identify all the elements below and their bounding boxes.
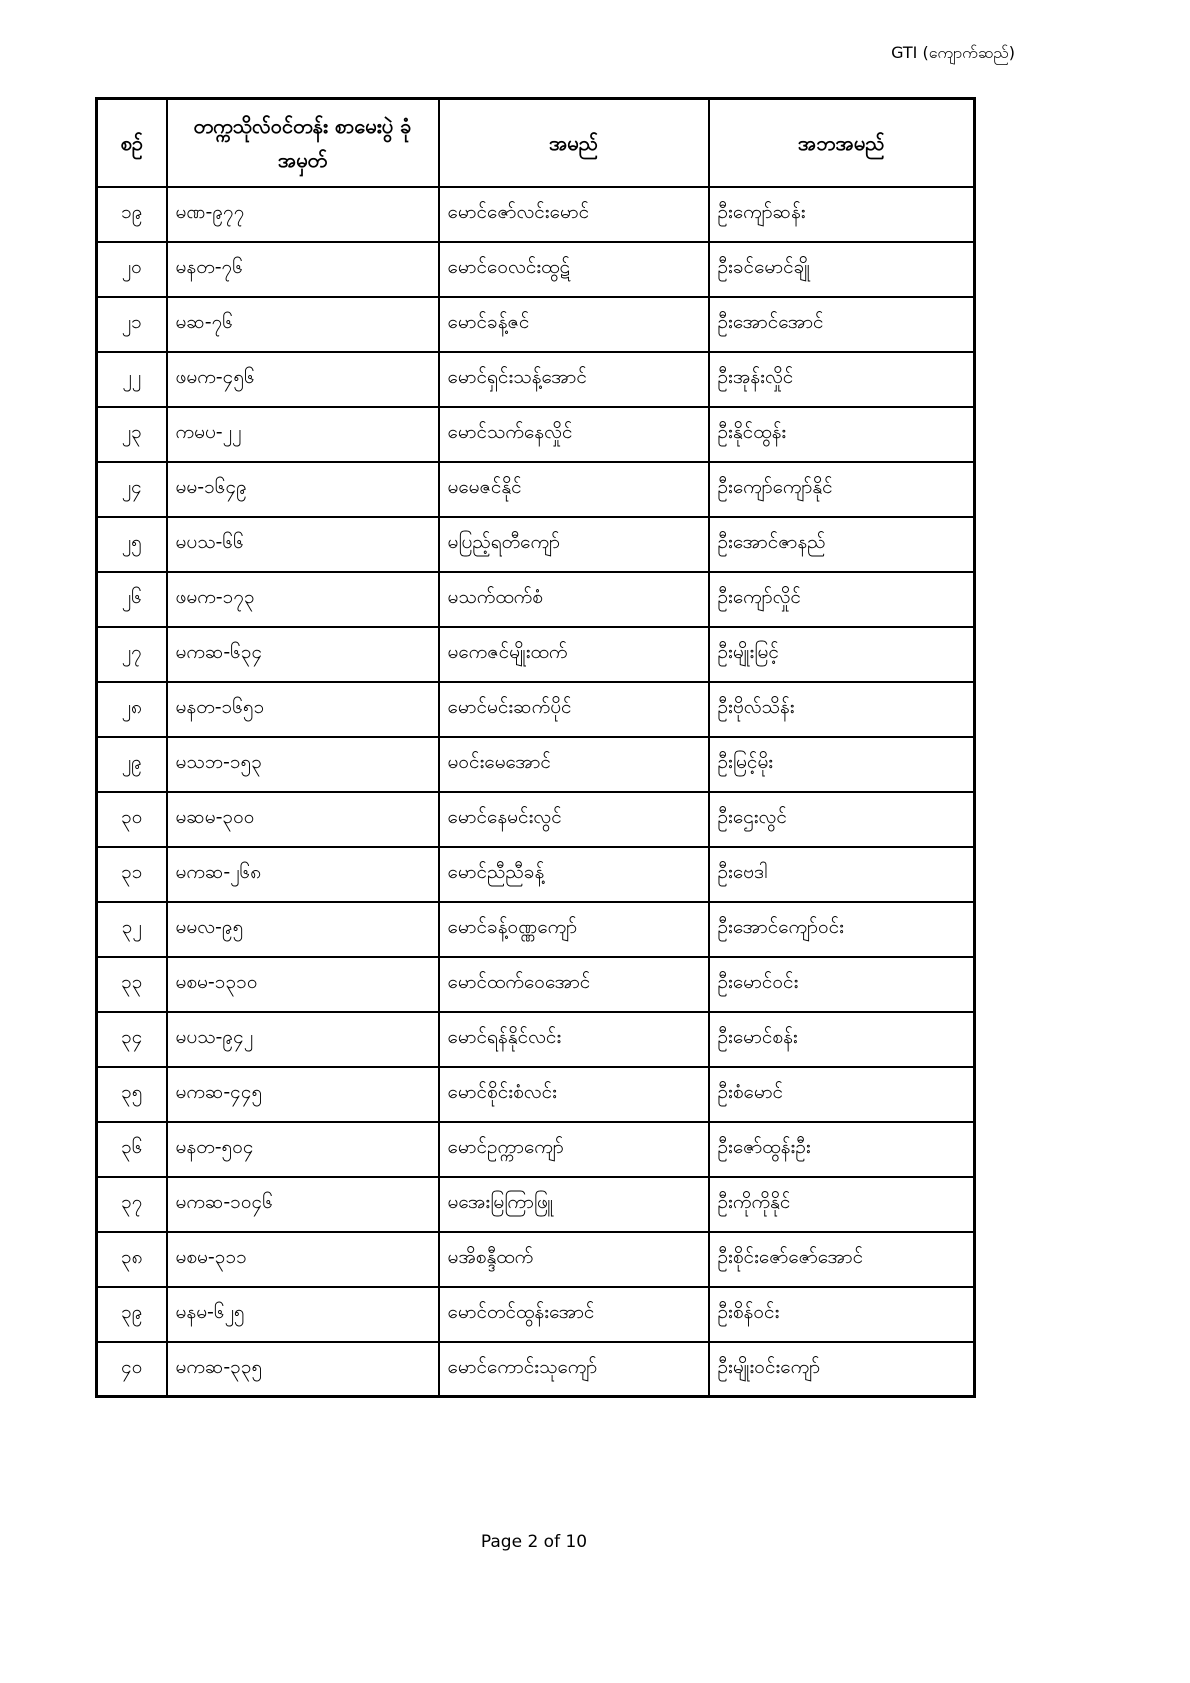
header-name: အမည်: [439, 99, 709, 187]
table-row: [97, 187, 975, 242]
cell-father-name: ဦးအုန်းလှိုင်: [709, 352, 975, 407]
header-roll-number: တက္ကသိုလ်ဝင်တန်း စာမေးပွဲ ခုံအမှတ်: [167, 99, 439, 187]
table-row: [97, 297, 975, 352]
table-row: [97, 407, 975, 462]
cell-serial: ၂၇: [97, 627, 167, 682]
cell-father-name: ဦးကျော်လှိုင်: [709, 572, 975, 627]
table-row: [97, 1177, 975, 1232]
table-row: [97, 957, 975, 1012]
cell-name: မောင်မင်းဆက်ပိုင်: [439, 682, 709, 737]
cell-father-name: ဦးမျိုးမြင့်: [709, 627, 975, 682]
cell-name: မောင်ညီညီခန့်: [439, 847, 709, 902]
table-header-row: [97, 99, 975, 187]
cell-roll-number: မမ-၁၆၄၉: [167, 462, 439, 517]
table-row: [97, 1287, 975, 1342]
cell-name: မောင်ရှင်းသန့်အောင်: [439, 352, 709, 407]
cell-name: မောင်ခန့်ဝဏ္ဏကျော်: [439, 902, 709, 957]
cell-name: မောင်ဝေလင်းထွဋ်: [439, 242, 709, 297]
cell-name: မောင်ခန့်ဇင်: [439, 297, 709, 352]
cell-serial: ၃၂: [97, 902, 167, 957]
cell-roll-number: ဖမက-၁၇၃: [167, 572, 439, 627]
cell-roll-number: ဖမက-၄၅၆: [167, 352, 439, 407]
cell-serial: ၁၉: [97, 187, 167, 242]
cell-roll-number: မနတ-၇၆: [167, 242, 439, 297]
table-body: [97, 187, 975, 1397]
table-row: [97, 627, 975, 682]
cell-serial: ၃၀: [97, 792, 167, 847]
table-row: [97, 1122, 975, 1177]
cell-name: မပြည့်ရတီကျော်: [439, 517, 709, 572]
cell-roll-number: မကဆ-၆၃၄: [167, 627, 439, 682]
cell-serial: ၂၅: [97, 517, 167, 572]
cell-serial: ၂၄: [97, 462, 167, 517]
table-row: [97, 847, 975, 902]
cell-serial: ၃၅: [97, 1067, 167, 1122]
header-father-name: အဘအမည်: [709, 99, 975, 187]
cell-serial: ၃၁: [97, 847, 167, 902]
table-row: [97, 572, 975, 627]
doc-header-label: GTI (ကျောက်ဆည်): [891, 43, 1015, 62]
table-row: [97, 1342, 975, 1397]
cell-serial: ၃၉: [97, 1287, 167, 1342]
cell-father-name: ဦးစံမောင်: [709, 1067, 975, 1122]
cell-name: မောင်စိုင်းစံလင်း: [439, 1067, 709, 1122]
cell-father-name: ဦးမောင်ဝင်း: [709, 957, 975, 1012]
cell-father-name: ဦးအောင်ဇာနည်: [709, 517, 975, 572]
cell-name: မသက်ထက်စံ: [439, 572, 709, 627]
table-row: [97, 792, 975, 847]
table-row: [97, 737, 975, 792]
cell-roll-number: မနမ-၆၂၅: [167, 1287, 439, 1342]
cell-name: မောင်နေမင်းလွင်: [439, 792, 709, 847]
cell-roll-number: မစမ-၁၃၁၀: [167, 957, 439, 1012]
student-roster-table: [95, 97, 976, 1398]
cell-name: မအေးမြကြာဖြူ: [439, 1177, 709, 1232]
cell-serial: ၂၉: [97, 737, 167, 792]
table-row: [97, 682, 975, 737]
cell-name: မောင်ဥက္ကာကျော်: [439, 1122, 709, 1177]
cell-roll-number: ကမပ-၂၂: [167, 407, 439, 462]
table-row: [97, 462, 975, 517]
cell-serial: ၄၀: [97, 1342, 167, 1397]
cell-name: မကေဇင်မျိုးထက်: [439, 627, 709, 682]
cell-serial: ၂၆: [97, 572, 167, 627]
cell-roll-number: မကဆ-၁၀၄၆: [167, 1177, 439, 1232]
cell-father-name: ဦးမျိုးဝင်းကျော်: [709, 1342, 975, 1397]
cell-roll-number: မဆ-၇၆: [167, 297, 439, 352]
table-row: [97, 1012, 975, 1067]
cell-father-name: ဦးအောင်အောင်: [709, 297, 975, 352]
table-row: [97, 1232, 975, 1287]
cell-father-name: ဦးဗေဒါ: [709, 847, 975, 902]
cell-roll-number: မမလ-၉၅: [167, 902, 439, 957]
cell-father-name: ဦးခင်မောင်ချို: [709, 242, 975, 297]
cell-father-name: ဦးကျော်ကျော်နိုင်: [709, 462, 975, 517]
cell-roll-number: မဏ-၉၇၇: [167, 187, 439, 242]
cell-name: မောင်ဇော်လင်းမောင်: [439, 187, 709, 242]
cell-serial: ၂၈: [97, 682, 167, 737]
cell-father-name: ဦးဗိုလ်သိန်း: [709, 682, 975, 737]
header-serial: စဉ်: [97, 99, 167, 187]
page-number: Page 2 of 10: [480, 1532, 588, 1552]
cell-roll-number: မကဆ-၂၆၈: [167, 847, 439, 902]
cell-father-name: ဦးကျော်ဆန်း: [709, 187, 975, 242]
cell-serial: ၃၈: [97, 1232, 167, 1287]
cell-roll-number: မပသ-၉၄၂: [167, 1012, 439, 1067]
cell-serial: ၂၀: [97, 242, 167, 297]
cell-father-name: ဦးကိုကိုနိုင်: [709, 1177, 975, 1232]
cell-serial: ၂၂: [97, 352, 167, 407]
cell-roll-number: မနတ-၁၆၅၁: [167, 682, 439, 737]
cell-name: မောင်ထက်ဝေအောင်: [439, 957, 709, 1012]
table-row: [97, 902, 975, 957]
cell-father-name: ဦးစိန်ဝင်း: [709, 1287, 975, 1342]
cell-father-name: ဦးနိုင်ထွန်း: [709, 407, 975, 462]
cell-serial: ၃၆: [97, 1122, 167, 1177]
cell-serial: ၂၁: [97, 297, 167, 352]
cell-serial: ၃၄: [97, 1012, 167, 1067]
cell-roll-number: မစမ-၃၁၁: [167, 1232, 439, 1287]
cell-roll-number: မသဘ-၁၅၃: [167, 737, 439, 792]
cell-father-name: ဦးမြင့်မိုး: [709, 737, 975, 792]
cell-father-name: ဦးဇော်ထွန်းဦး: [709, 1122, 975, 1177]
table-row: [97, 517, 975, 572]
table-row: [97, 1067, 975, 1122]
cell-serial: ၂၃: [97, 407, 167, 462]
cell-name: မောင်ကောင်းသုကျော်: [439, 1342, 709, 1397]
cell-name: မအိစန္ဒီထက်: [439, 1232, 709, 1287]
cell-name: မဝင်းမေအောင်: [439, 737, 709, 792]
cell-name: မောင်တင်ထွန်းအောင်: [439, 1287, 709, 1342]
cell-roll-number: မနတ-၅၀၄: [167, 1122, 439, 1177]
cell-serial: ၃၃: [97, 957, 167, 1012]
cell-roll-number: မကဆ-၃၃၅: [167, 1342, 439, 1397]
cell-name: မောင်သက်နေလှိုင်: [439, 407, 709, 462]
cell-roll-number: မကဆ-၄၄၅: [167, 1067, 439, 1122]
cell-name: မမေဇင်နိုင်: [439, 462, 709, 517]
table-row: [97, 352, 975, 407]
cell-roll-number: မဆမ-၃၀၀: [167, 792, 439, 847]
table-row: [97, 242, 975, 297]
cell-father-name: ဦးမောင်စန်း: [709, 1012, 975, 1067]
cell-father-name: ဦးစိုင်းဇော်ဇော်အောင်: [709, 1232, 975, 1287]
cell-roll-number: မပသ-၆၆: [167, 517, 439, 572]
cell-father-name: ဦးအောင်ကျော်ဝင်း: [709, 902, 975, 957]
cell-name: မောင်ရန်နိုင်လင်း: [439, 1012, 709, 1067]
cell-serial: ၃၇: [97, 1177, 167, 1232]
cell-father-name: ဦးဌေးလွင်: [709, 792, 975, 847]
